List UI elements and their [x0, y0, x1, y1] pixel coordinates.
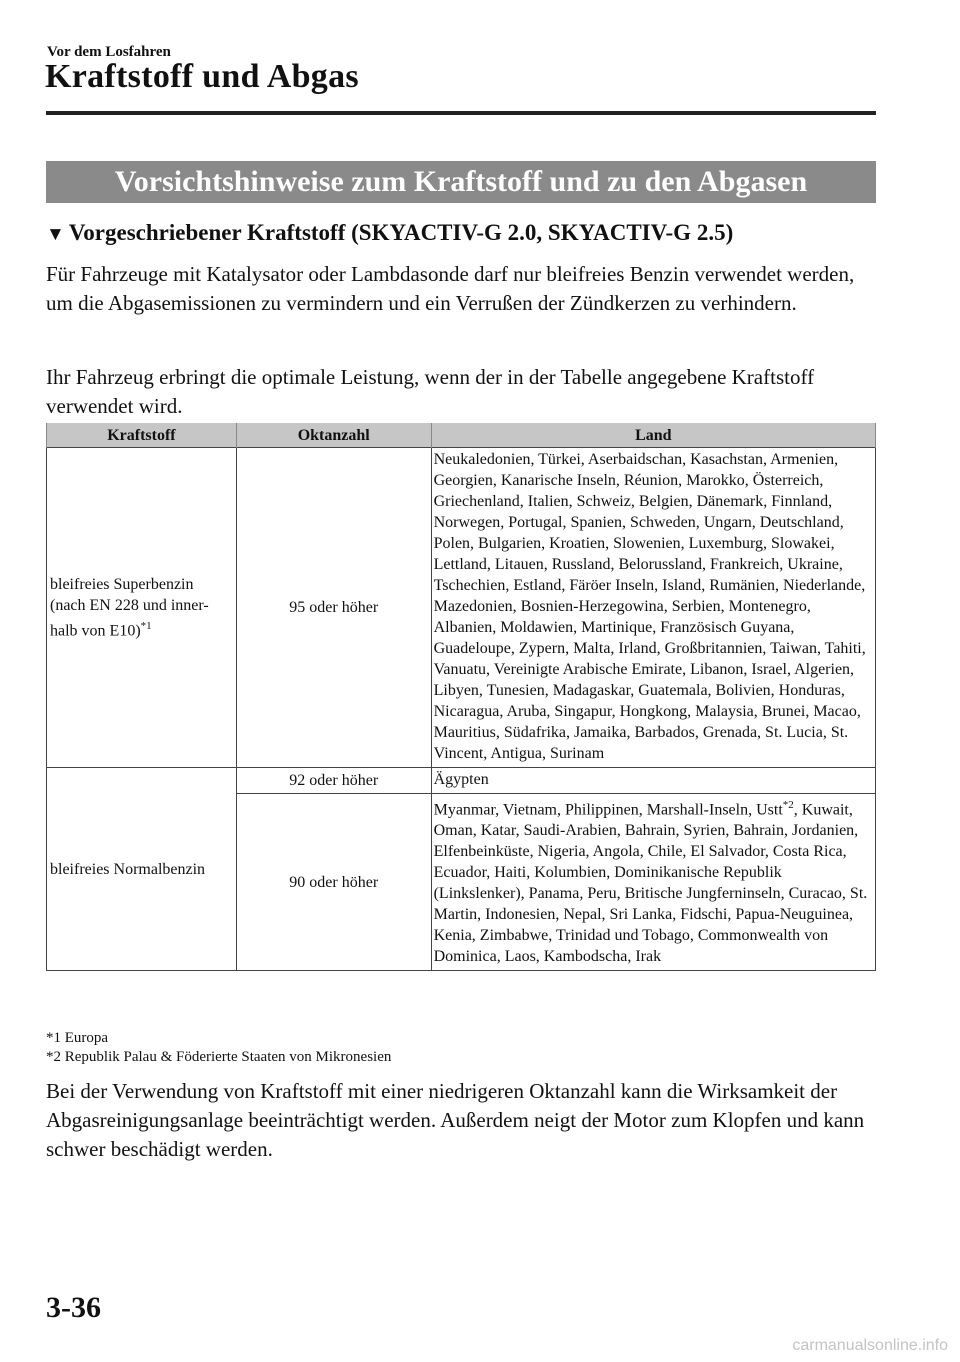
footnote-2: *2 Republik Palau & Föderierte Staaten von Mikronesien: [46, 1049, 392, 1065]
triangle-down-icon: ▼: [46, 224, 65, 245]
table-header-row: [47, 423, 876, 448]
page-number: 3-36: [46, 1291, 101, 1324]
country-cell: Myanmar, Vietnam, Philippinen, Marshall-Inseln, Ustt$^{*2}$, Kuwait, Oman, Katar, Saudi-Arabien, Bahrain, Syrien, Bahrain, Jordanien, Elfenbeinküste, Nigeria, Angola, Chile, El Salvador, Costa Rica, Ecuador, Haiti, Kolumbien, Dominikanische Republik (Linkslenker), Panama, Peru, Britische Jungferninseln, Curacao, St. Martin, Indonesien, Nepal, Sri Lanka, Fidschi, Papua-Neuguinea, Kenia, Zimbabwe, Trinidad und Tobago, Commonwealth von Dominica, Laos, Kambodscha, Irak: [431, 794, 875, 971]
header-rule: [46, 111, 876, 115]
column-header-octane: Oktanzahl: [236, 423, 431, 448]
footnote-ref: *1: [140, 619, 152, 632]
subheading: [46, 220, 733, 246]
country-cell: Ägypten: [431, 768, 875, 794]
octane-cell-90: 90 oder höher: [236, 794, 431, 971]
section-title: Kraftstoff und Abgas: [45, 58, 359, 95]
section-label: Vor dem Losfahren: [47, 44, 171, 60]
fuel-table: [46, 423, 876, 971]
watermark: carmanualsonline.info: [792, 1337, 948, 1354]
performance-paragraph: Ihr Fahrzeug erbringt die optimale Leistung, wenn der in der Tabelle angegebene Kraftstoff verwendet wird.: [46, 365, 815, 418]
column-header-country: Land: [431, 423, 875, 448]
table-row: [47, 448, 876, 768]
octane-cell-95: 95 oder höher: [236, 448, 431, 768]
fuel-cell-normal: bleifreies Normalbenzin: [47, 768, 237, 971]
intro-paragraph: Für Fahrzeuge mit Katalysator oder Lambdasonde darf nur bleifreies Benzin verwendet werden, um die Abgasemissionen zu vermindern und ein Verrußen der Zündkerzen zu verhindern.: [46, 262, 855, 315]
fuel-cell-super: bleifreies Superbenzin (nach EN 228 und inner-halb von E10)$^{*1}$: [47, 448, 237, 768]
footnote-ref: *2: [782, 799, 794, 811]
table-row: [47, 768, 876, 794]
subheading-text: Vorgeschriebener Kraftstoff (SKYACTIV-G 2.0, SKYACTIV-G 2.5): [68, 220, 734, 245]
octane-cell-92: 92 oder höher: [236, 768, 431, 794]
country-cell: Neukaledonien, Türkei, Aserbaidschan, Kasachstan, Armenien, Georgien, Kanarische Inseln, Réunion, Marokko, Österreich, Griechenland, Italien, Schweiz, Belgien, Dänemark, Finnland, Norwegen, Portugal, Spanien, Schweden, Ungarn, Deutschland, Polen, Bulgarien, Kroatien, Slowenien, Luxemburg, Slowakei, Lettland, Litauen, Russland, Belorussland, Frankreich, Ukraine, Tschechien, Estland, Färöer Inseln, Island, Rumänien, Niederlande, Mazedonien, Bosnien-Herzegowina, Serbien, Montenegro, Albanien, Moldawien, Martinique, Französisch Guyana, Guadeloupe, Zypern, Malta, Irland, Großbritannien, Taiwan, Tahiti, Vanuatu, Vereinigte Arabische Emirate, Libanon, Israel, Algerien, Libyen, Tunesien, Madagaskar, Guatemala, Bolivien, Honduras, Nicaragua, Aruba, Singapur, Hongkong, Malaysia, Brunei, Macao, Mauritius, Südafrika, Jamaika, Barbados, Grenada, St. Lucia, St. Vincent, Antigua, Surinam: [431, 448, 875, 768]
warning-paragraph: Bei der Verwendung von Kraftstoff mit einer niedrigeren Oktanzahl kann die Wirksamkeit der Abgasreinigungsanlage beeinträchtigt werden. Außerdem neigt der Motor zum Klopfen und kann schwer beschädigt werden.: [46, 1079, 865, 1161]
footnote-1: *1 Europa: [46, 1030, 109, 1046]
column-header-fuel: Kraftstoff: [47, 423, 237, 448]
page-banner: Vorsichtshinweise zum Kraftstoff und zu den Abgasen: [46, 161, 876, 203]
